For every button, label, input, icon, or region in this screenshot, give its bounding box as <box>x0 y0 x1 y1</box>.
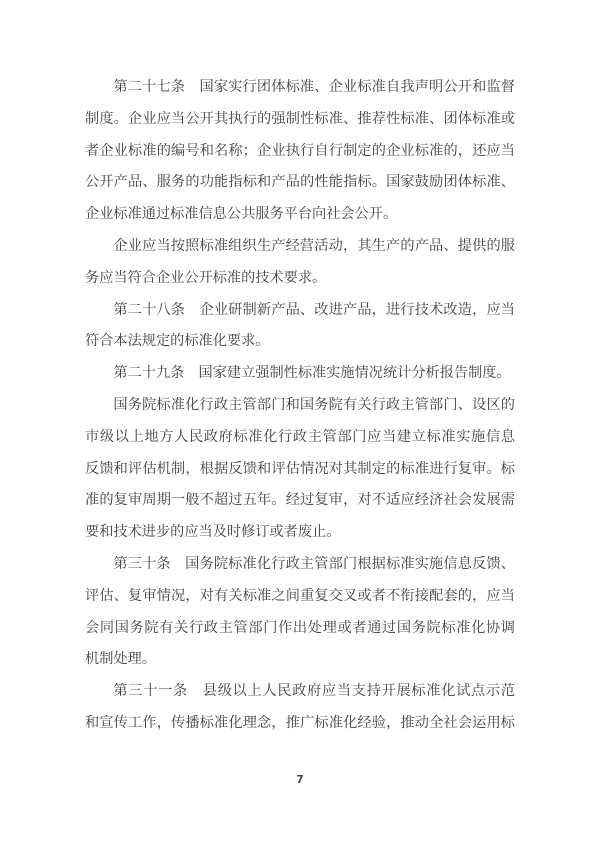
text-line: 市级以上地方人民政府标准化行政主管部门应当建立标准实施信息 <box>85 428 515 445</box>
document-body <box>85 72 515 740</box>
text-line: 和宣传工作，传播标准化理念，推广标准化经验，推动全社会运用标 <box>85 714 515 731</box>
text-line: 企业应当按照标准组织生产经营活动，其生产的产品、提供的服 <box>113 237 515 254</box>
text-line: 国务院标准化行政主管部门和国务院有关行政主管部门、设区的 <box>113 396 515 413</box>
text-line: 准的复审周期一般不超过五年。经过复审，对不适应经济社会发展需 <box>85 492 515 509</box>
text-line: 第二十八条 企业研制新产品、改进产品，进行技术改造，应当 <box>113 301 515 318</box>
paragraph <box>85 358 515 390</box>
paragraph <box>85 231 515 295</box>
paragraph <box>85 72 515 231</box>
paragraph <box>85 390 515 549</box>
paragraph <box>85 549 515 676</box>
text-line: 第二十九条 国家建立强制性标准实施情况统计分析报告制度。 <box>113 365 511 382</box>
text-line: 务应当符合企业公开标准的技术要求。 <box>85 269 327 286</box>
text-line: 会同国务院有关行政主管部门作出处理或者通过国务院标准化协调 <box>85 619 515 636</box>
page-number: 7 <box>296 773 304 786</box>
text-line: 反馈和评估机制，根据反馈和评估情况对其制定的标准进行复审。标 <box>85 460 515 477</box>
text-line: 公开产品、服务的功能指标和产品的性能指标。国家鼓励团体标准、 <box>85 174 515 191</box>
text-line: 机制处理。 <box>85 651 156 668</box>
paragraph <box>85 295 515 359</box>
page-footer <box>0 768 600 787</box>
text-line: 者企业标准的编号和名称；企业执行自行制定的企业标准的，还应当 <box>85 142 515 159</box>
paragraph <box>85 676 515 740</box>
text-line: 制度。企业应当公开其执行的强制性标准、推荐性标准、团体标准或 <box>85 110 515 127</box>
text-line: 评估、复审情况，对有关标准之间重复交叉或者不衔接配套的，应当 <box>85 587 515 604</box>
text-line: 企业标准通过标准信息公共服务平台向社会公开。 <box>85 206 398 223</box>
text-line: 第二十七条 国家实行团体标准、企业标准自我声明公开和监督 <box>113 79 515 95</box>
text-line: 要和技术进步的应当及时修订或者废止。 <box>85 524 341 541</box>
text-line: 第三十条 国务院标准化行政主管部门根据标准实施信息反馈、 <box>113 555 515 572</box>
text-line: 符合本法规定的标准化要求。 <box>85 333 270 350</box>
text-line: 第三十一条 县级以上人民政府应当支持开展标准化试点示范 <box>113 683 515 700</box>
